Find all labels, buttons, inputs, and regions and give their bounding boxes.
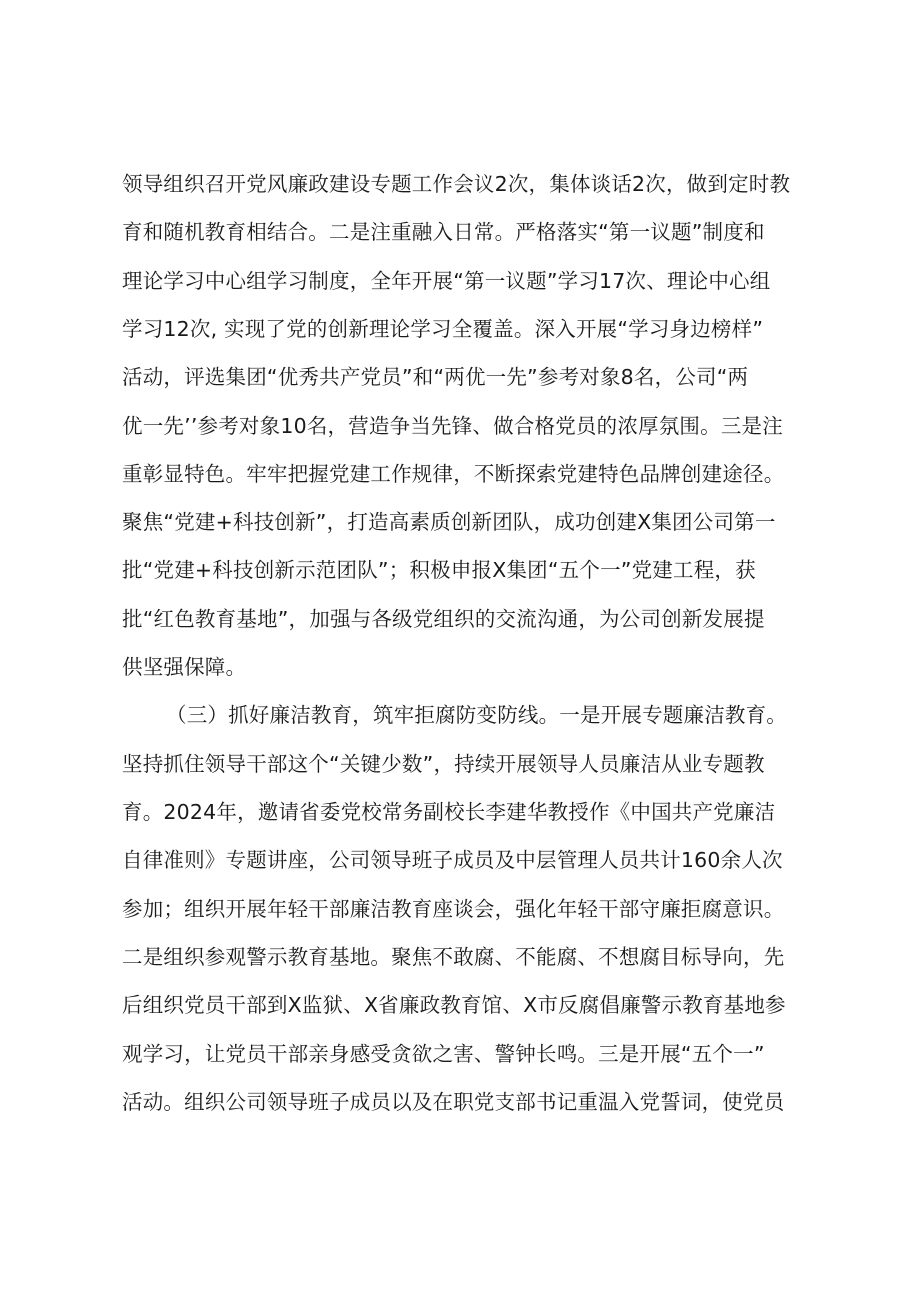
body-text-line: 二是组织参观警示教育基地。聚焦不敢腐、不能腐、不想腐目标导向，先	[122, 945, 785, 969]
body-text-line: 活动。组织公司领导班子成员以及在职党支部书记重温入党誓词，使党员	[122, 1090, 785, 1114]
body-text-line: 批“党建+科技创新示范团队”；积极申报X集团“五个一”党建工程，获	[122, 558, 756, 582]
body-text-line: 自律准则》专题讲座，公司领导班子成员及中层管理人员共计160余人次	[122, 848, 783, 872]
body-text-line: 育和随机教育相结合。二是注重融入日常。严格落实“第一议题”制度和	[122, 220, 765, 244]
body-text-line: 观学习，让党员干部亲身感受贪欲之害、警钟长鸣。三是开展“五个一”	[122, 1042, 765, 1066]
section-heading-line: （三）抓好廉洁教育，筑牢拒腐防变防线。一是开展专题廉洁教育。	[166, 703, 787, 727]
body-text-line: 领导组织召开党风廉政建设专题工作会议2次，集体谈话2次，做到定时教	[122, 172, 791, 196]
body-text-line: 活动，评选集团“优秀共产党员”和“两优一先”参考对象8名，公司“两	[122, 365, 749, 389]
body-text-line: 育。2024年，邀请省委党校常务副校长李建华教授作《中国共产党廉洁	[122, 800, 776, 824]
body-text-line: 批“红色教育基地”，加强与各级党组织的交流沟通，为公司创新发展提	[122, 607, 765, 631]
body-text-line: 坚持抓住领导干部这个“关键少数”，持续开展领导人员廉洁从业专题教	[122, 752, 765, 776]
body-text-line: 重彰显特色。牢牢把握党建工作规律，不断探索党建特色品牌创建途径。	[122, 462, 785, 486]
body-text-line: 聚焦“党建+科技创新”，打造高素质创新团队，成功创建X集团公司第一	[122, 510, 776, 534]
body-text-line: 学习12次, 实现了党的创新理论学习全覆盖。深入开展“学习身边榜样”	[122, 317, 764, 341]
body-text-line: 后组织党员干部到X监狱、X省廉政教育馆、X市反腐倡廉警示教育基地参	[122, 993, 786, 1017]
body-text-line: 供坚强保障。	[122, 655, 247, 679]
body-text-line: 优一先’’参考对象10名，营造争当先锋、做合格党员的浓厚氛围。三是注	[122, 414, 783, 438]
body-text-line: 理论学习中心组学习制度，全年开展“第一议题”学习17次、理论中心组	[122, 269, 771, 293]
body-text-line: 参加；组织开展年轻干部廉洁教育座谈会，强化年轻干部守廉拒腐意识。	[122, 897, 785, 921]
